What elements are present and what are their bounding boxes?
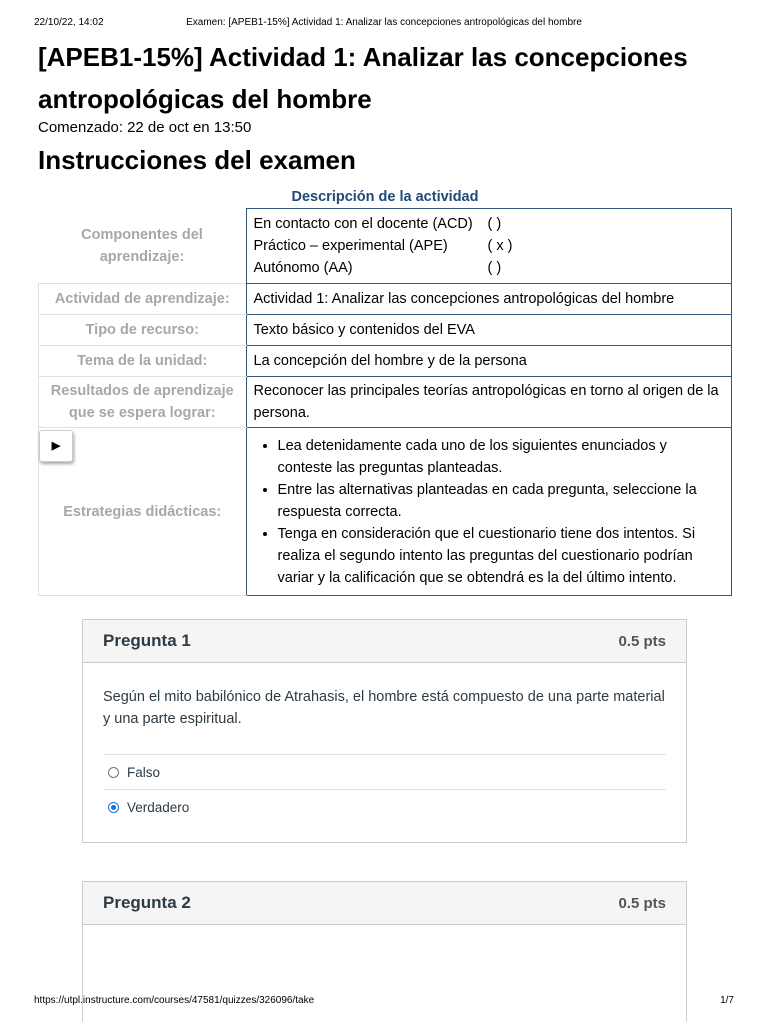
row-value-strategies [246,428,732,596]
radio-button[interactable] [108,767,119,778]
component-line [254,235,725,257]
radio-button-selected[interactable] [108,802,119,813]
question-name: Pregunta 1 [103,631,191,650]
print-datetime: 22/10/22, 14:02 [34,17,104,28]
print-url: https://utpl.instructure.com/courses/47581/quizzes/326096/take [34,995,315,1006]
question-header [83,620,686,663]
question-points: 0.5 pts [618,632,666,650]
started-label: Comenzado: [38,119,124,136]
component-line [254,257,725,279]
list-item: • Tenga en consideración que el cuestionario tiene dos intentos. Si realiza el segundo intento las preguntas del cuestionario podrían variar y la calificación que se obtendrá es la del último intento. [278,523,725,589]
question-1-card [82,619,687,843]
print-document-title: Examen: [APEB1-15%] Actividad 1: Analizar las concepciones antropológicas del hombre [186,17,582,28]
table-row [39,209,732,284]
row-label-unit-topic: Tema de la unidad: [39,346,247,377]
row-label-components: Componentes del aprendizaje: [81,226,203,265]
table-row [39,346,732,377]
row-value-expected-results: Reconocer las principales teorías antropológicas en torno al origen de la persona. [246,377,732,428]
component-name: En contacto con el docente (ACD) [253,216,473,232]
list-item: • Entre las alternativas planteadas en cada pregunta, seleccione la respuesta correcta. [278,479,725,523]
row-label-activity: Actividad de aprendizaje: [39,284,247,315]
answer-label: Falso [127,764,161,780]
question-text: Según el mito babilónico de Atrahasis, el hombre está compuesto de una parte material y una parte espiritual. [103,689,665,727]
strategies-list [254,435,725,589]
instructions-title: Instrucciones del examen [38,145,356,175]
answer-option-verdadero[interactable] [103,789,666,824]
row-label-resource-type: Tipo de recurso: [39,315,247,346]
component-name: Práctico – experimental (APE) [253,238,448,254]
play-icon: ▶ [51,440,61,452]
started-value: 22 de oct en 13:50 [127,119,252,136]
answer-option-falso[interactable] [103,754,666,789]
started-info [38,119,251,137]
page-number: 1/7 [720,995,734,1006]
table-row [39,284,732,315]
row-value-activity: Actividad 1: Analizar las concepciones antropológicas del hombre [246,284,732,315]
component-mark: ( x ) [487,238,513,254]
table-row [39,428,732,596]
table-row [39,377,732,428]
component-mark: ( ) [487,216,502,232]
row-value-resource-type: Texto básico y contenidos del EVA [246,315,732,346]
answer-list [103,754,666,824]
row-label-expected-results: Resultados de aprendizaje que se espera lograr: [39,377,247,428]
question-name: Pregunta 2 [103,893,191,912]
component-line [254,213,725,235]
row-label-strategies [39,428,247,596]
row-value-components [246,209,732,284]
answer-label: Verdadero [127,799,190,815]
table-row [39,315,732,346]
strategies-label: Estrategias didácticas: [63,503,222,520]
question-header [83,882,686,925]
activity-description-table [38,208,732,596]
list-item: • Lea detenidamente cada uno de los siguientes enunciados y conteste las preguntas planteadas. [278,435,725,479]
play-button[interactable] [39,430,73,462]
activity-caption: Descripción de la actividad [291,189,479,205]
row-value-unit-topic: La concepción del hombre y de la persona [246,346,732,377]
quiz-title: [APEB1-15%] Actividad 1: Analizar las concepciones antropológicas del hombre [38,42,688,114]
component-mark: ( ) [487,260,502,276]
question-points: 0.5 pts [618,894,666,912]
component-name: Autónomo (AA) [253,260,353,276]
